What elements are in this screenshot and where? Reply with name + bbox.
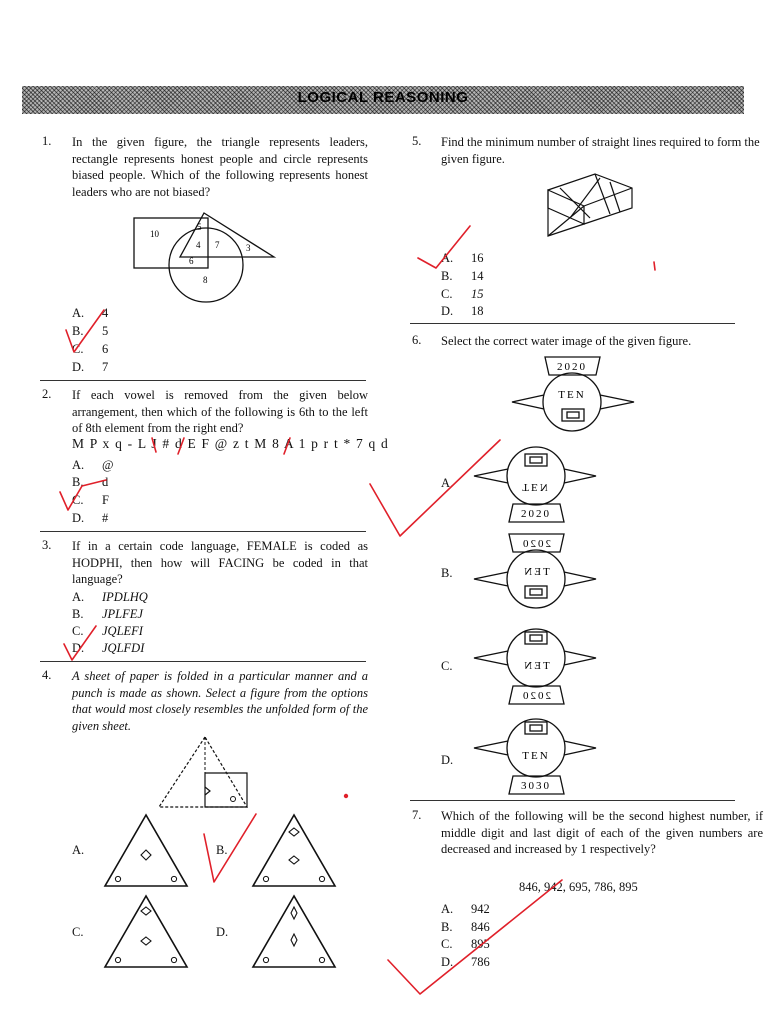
- q6-option-b-middle: TEN: [522, 566, 550, 578]
- red-tick-stroke: [654, 262, 655, 270]
- q2-number: 2.: [42, 387, 52, 401]
- q6-option-a-bottom: 2020: [521, 508, 551, 520]
- q7-option-c[interactable]: C. 895: [441, 937, 490, 951]
- q1-region-8: 8: [203, 275, 208, 285]
- q5-text: Find the minimum number of straight lines required to form the given figure.: [441, 135, 760, 166]
- q2-slash-3: [284, 438, 290, 454]
- q6-option-d-bottom: 3030: [521, 780, 551, 792]
- q1-number: 1.: [42, 134, 52, 148]
- q6-option-d-middle: TEN: [522, 750, 550, 762]
- q4-option-a[interactable]: A.: [72, 843, 85, 857]
- q6-option-b[interactable]: B.: [441, 566, 453, 580]
- q7-text: Which of the following will be the second highest number, if middle digit and last digit of each of the given numbers are decreased and increased by 1 respectively?: [441, 809, 763, 856]
- q3-check-mark: [64, 626, 96, 660]
- q3-option-d[interactable]: D. JQLFDI: [72, 641, 145, 655]
- q5-number: 5.: [412, 134, 422, 148]
- page-title: LOGICAL REASONING: [297, 89, 469, 106]
- q1-option-c[interactable]: C. 6: [72, 342, 109, 356]
- q1-region-5: 5: [197, 222, 202, 232]
- q1-option-d[interactable]: D. 7: [72, 360, 109, 374]
- q6-check-mark: [370, 440, 500, 536]
- q2-slash-1: [152, 438, 156, 452]
- q2-sequence: M P x q - L J # d E F @ z t M 8 A 1 p r t * 7 q d: [72, 436, 389, 451]
- q1-region-6: 6: [189, 256, 194, 266]
- q3-number: 3.: [42, 538, 52, 552]
- q1-region-7: 7: [215, 240, 220, 250]
- q4-option-b[interactable]: B.: [216, 843, 228, 857]
- q3-option-b[interactable]: B. JPLFEJ: [72, 607, 143, 621]
- q6-text: Select the correct water image of the given figure.: [441, 334, 692, 348]
- q4-check-mark: [204, 814, 256, 882]
- q6-option-d[interactable]: D.: [441, 753, 454, 767]
- q7-numbers: 846, 942, 695, 786, 895: [519, 880, 638, 894]
- q7-number: 7.: [412, 808, 422, 822]
- q3-option-a[interactable]: A. IPDLHQ: [72, 590, 148, 604]
- q6-main-middle-text: TEN: [558, 389, 586, 401]
- q6-option-c-bottom: 2020: [521, 690, 551, 702]
- q2-option-d[interactable]: D. #: [72, 511, 109, 525]
- q6-option-a-middle: TEN: [522, 481, 550, 493]
- q4-text: A sheet of paper is folded in a particular manner and a punch is made as shown. Select a figure from the options that would most closely resembles the unfolded form of the given sheet.: [72, 669, 368, 733]
- q2-option-b[interactable]: B. d: [72, 475, 109, 489]
- q6-option-c-middle: TEN: [522, 660, 550, 672]
- q4-option-c[interactable]: C.: [72, 925, 84, 939]
- q1-check-mark: [66, 310, 104, 352]
- q3-option-c[interactable]: C. JQLEFI: [72, 624, 143, 638]
- q1-option-a[interactable]: A. 4: [72, 306, 109, 320]
- q1-region-3: 3: [246, 243, 251, 253]
- q2-check-mark: [60, 480, 106, 510]
- q6-main-top-text: 2020: [557, 361, 587, 373]
- q5-check-mark: [418, 226, 470, 268]
- q7-option-a[interactable]: A. 942: [441, 902, 490, 916]
- q7-check-mark: [388, 880, 562, 994]
- q1-region-4: 4: [196, 240, 201, 250]
- q6-option-b-top: 2020: [521, 538, 551, 550]
- q5-option-b[interactable]: B. 14: [441, 269, 484, 283]
- q1-region-10: 10: [150, 229, 159, 239]
- q5-option-a[interactable]: A. 16: [441, 251, 484, 265]
- q1-option-b[interactable]: B. 5: [72, 324, 109, 338]
- q6-number: 6.: [412, 333, 422, 347]
- q7-option-b[interactable]: B. 846: [441, 920, 490, 934]
- red-dot: [344, 794, 348, 798]
- q2-text: If each vowel is removed from the given below arrangement, then which of the following is 6th to the left of 8th element from the right end?: [72, 388, 368, 435]
- q4-number: 4.: [42, 668, 52, 682]
- q5-option-c[interactable]: C. 15: [441, 287, 484, 301]
- q2-option-c[interactable]: C. F: [72, 493, 109, 507]
- q1-text: In the given figure, the triangle represents leaders, rectangle represents honest people and circle represents biased people. Which of the following represents honest leaders who are not biased?: [72, 135, 368, 199]
- q3-text: If in a certain code language, FEMALE is coded as HODPHI, then how will FACING be coded in that language?: [72, 539, 368, 586]
- q6-option-c[interactable]: C.: [441, 659, 453, 673]
- q2-slash-2: [178, 438, 184, 454]
- q6-option-a[interactable]: A.: [441, 476, 454, 490]
- q4-option-d[interactable]: D.: [216, 925, 229, 939]
- q7-option-d[interactable]: D. 786: [441, 955, 490, 969]
- q5-option-d[interactable]: D. 18: [441, 304, 484, 318]
- q2-option-a[interactable]: A. @: [72, 458, 114, 472]
